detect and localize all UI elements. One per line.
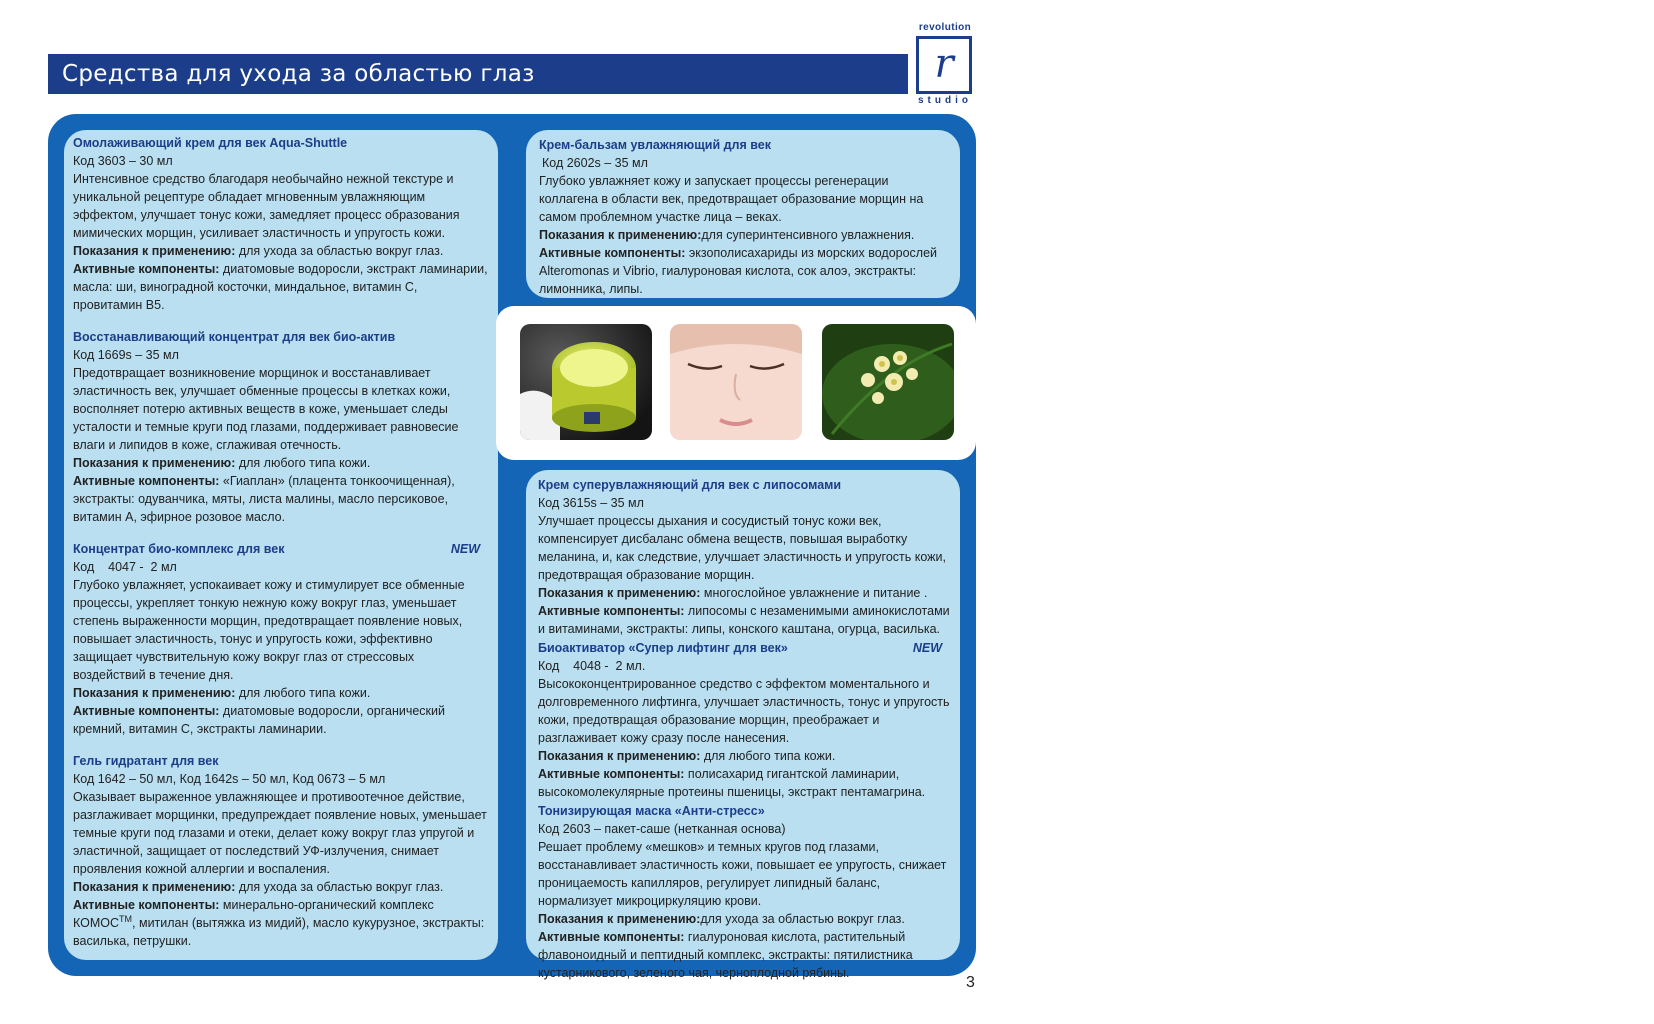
product-block xyxy=(73,328,488,526)
product-components xyxy=(73,472,488,526)
product-indications xyxy=(538,584,950,602)
indications-label: Показания к применению: xyxy=(73,686,236,700)
product-block xyxy=(539,136,950,298)
product-code: Код 1642 – 50 мл, Код 1642s – 50 мл, Код 0673 – 5 мл xyxy=(73,772,386,786)
product-code: Код 4047 - 2 мл xyxy=(73,560,177,574)
indications-label: Показания к применению: xyxy=(539,228,702,242)
linden-flower-photo xyxy=(822,324,954,440)
new-badge: NEW xyxy=(450,542,480,556)
components-text: липосомы с незаменимыми аминокислотами и витаминами, экстракты: липы, конского каштана, огурца, василька. xyxy=(538,604,950,636)
product-description: Предотвращает возникновение морщинок и восстанавливает эластичность век, улучшает обменные процессы в клетках кожи, восполняет потерю активных веществ в коже, уменьшает следы усталости и темные круги под глазами, поддерживает равновесие влаги и липидов в коже, сглаживая отечность. xyxy=(73,366,459,452)
logo-box xyxy=(916,36,972,94)
components-label: Активные компоненты: xyxy=(538,930,685,944)
woman-face-photo xyxy=(670,324,802,440)
logo-letter: r xyxy=(934,41,954,87)
product-indications xyxy=(73,454,488,472)
photo-strip xyxy=(496,306,976,460)
components-text: гиалуроновая кислота, растительный флавоноидный и пептидный комплекс, экстракты: пятилистника кустарникового, зеленого чая, черноплодной рябины. xyxy=(538,930,913,980)
product-block xyxy=(538,802,950,982)
product-block xyxy=(73,134,488,314)
components-label: Активные компоненты: xyxy=(73,474,220,488)
product-indications xyxy=(538,747,950,765)
product-components xyxy=(538,765,950,801)
product-code: Код 2603 – пакет-саше (нетканная основа) xyxy=(538,822,786,836)
product-title xyxy=(538,639,950,657)
indications-label: Показания к применению: xyxy=(538,912,701,926)
product-title-text: Биоактиватор «Супер лифтинг для век» xyxy=(538,641,788,655)
product-components xyxy=(73,260,488,314)
product-components xyxy=(538,928,950,982)
product-title-text: Концентрат био-комплекс для век xyxy=(73,542,285,556)
new-badge: NEW xyxy=(912,641,942,655)
product-description: Решает проблему «мешков» и темных кругов под глазами, восстанавливает эластичность кожи, повышает ее упругость, снижает проницаемость капилляров, регулирует липидный баланс, нормализует микроциркуляцию крови. xyxy=(538,840,947,908)
product-description: Интенсивное средство благодаря необычайно нежной текстуре и уникальной рецептуре обладает мгновенным увлажняющим эффектом, улучшает тонус кожи, замедляет процесс образования мимических морщин, усиливает эластичность и упругость кожи. xyxy=(73,172,460,240)
product-code: Код 4048 - 2 мл. xyxy=(538,659,646,673)
components-text: «Гиаплан» (плацента тонкоочищенная), экстракты: одуванчика, мяты, листа малины, масло персиковое, витамин А, эфирное розовое масло. xyxy=(73,474,455,524)
indications-text: для любого типа кожи. xyxy=(703,749,836,763)
components-label: Активные компоненты: xyxy=(538,767,685,781)
indications-text: для ухода за областью вокруг глаз. xyxy=(238,880,444,894)
cream-jar-photo xyxy=(520,324,652,440)
indications-text: для ухода за областью вокруг глаз. xyxy=(238,244,444,258)
components-label: Активные компоненты: xyxy=(73,262,220,276)
product-code: Код 1669s – 35 мл xyxy=(73,348,179,362)
page-number: 3 xyxy=(966,974,975,991)
indications-label: Показания к применению: xyxy=(73,244,236,258)
indications-label: Показания к применению: xyxy=(73,456,236,470)
product-title: Гель гидратант для век xyxy=(73,754,219,768)
indications-text: для любого типа кожи. xyxy=(238,456,371,470)
product-block xyxy=(73,752,488,950)
product-block xyxy=(73,540,488,738)
product-indications xyxy=(538,910,950,928)
page-title: Средства для ухода за областью глаз xyxy=(62,61,535,87)
product-components xyxy=(538,602,950,638)
logo-top-text: revolution xyxy=(918,22,972,33)
linden-flower-image xyxy=(822,324,954,440)
brand-logo xyxy=(912,22,978,106)
product-description: Глубоко увлажняет кожу и запускает процессы регенерации коллагена в области век, предотвращает образование морщин на самом проблемном участке лица – веках. xyxy=(539,174,924,224)
components-label: Активные компоненты: xyxy=(538,604,685,618)
left-panel xyxy=(64,130,498,960)
indications-text: для ухода за областью вокруг глаз. xyxy=(700,912,905,926)
indications-label: Показания к применению: xyxy=(538,749,701,763)
product-components xyxy=(539,244,950,298)
product-components xyxy=(73,702,488,738)
header-bar xyxy=(48,54,908,94)
product-description: Улучшает процессы дыхания и сосудистый тонус кожи век, компенсирует дисбаланс обмена веществ, повышая выработку меланина, и, как следствие, улучшает эластичность и упругость кожи, предотвращая образование морщин. xyxy=(538,514,946,582)
components-label: Активные компоненты: xyxy=(539,246,686,260)
product-indications xyxy=(73,684,488,702)
indications-text: многослойное увлажнение и питание . xyxy=(703,586,928,600)
logo-bottom-text: studio xyxy=(918,95,972,106)
product-description: Глубоко увлажняет, успокаивает кожу и стимулирует все обменные процессы, укрепляет тонкую нежную кожу вокруг глаз, уменьшает степень выраженности морщин, предотвращает появление новых, повышает эластичность, тонус и упругость кожи, эффективно защищает чувствительную кожу вокруг глаз от стрессовых воздействий в течение дня. xyxy=(73,578,465,682)
product-title xyxy=(73,540,488,558)
product-description: Высококонцентрированное средство с эффектом моментального и долговременного лифтинга, улучшает эластичность, тонус и упругость кожи, предотвращая образование морщин, преображает и разглаживает кожу сразу после нанесения. xyxy=(538,677,950,745)
components-text: диатомовые водоросли, экстракт ламинарии, масла: ши, виноградной косточки, миндальное, витамин С, провитамин В5. xyxy=(73,262,488,312)
components-label: Активные компоненты: xyxy=(73,898,220,912)
product-components xyxy=(73,896,488,950)
indications-text: для любого типа кожи. xyxy=(238,686,371,700)
right-top-panel xyxy=(526,130,960,298)
components-text: , митилан (вытяжка из мидий), масло кукурузное, экстракты: василька, петрушки. xyxy=(73,916,485,948)
indications-label: Показания к применению: xyxy=(73,880,236,894)
cream-jar-image xyxy=(520,324,652,440)
product-block xyxy=(538,639,950,801)
product-code: Код 3615s – 35 мл xyxy=(538,496,644,510)
product-title: Крем-бальзам увлажняющий для век xyxy=(539,138,771,152)
components-text: полисахарид гигантской ламинарии, высокомолекулярные протеины пшеницы, экстракт пентамагрина. xyxy=(538,767,926,799)
components-label: Активные компоненты: xyxy=(73,704,220,718)
product-description: Оказывает выраженное увлажняющее и противоотечное действие, разглаживает морщинки, предупреждает появление новых, уменьшает темные круги под глазами и отеки, делает кожу вокруг глаз упругой и эластичной, защищает от последствий УФ-излучения, снимает проявления кожной аллергии и воспаления. xyxy=(73,790,487,876)
product-title: Тонизирующая маска «Анти-стресс» xyxy=(538,804,765,818)
components-pre: минерально-органический комплекс КОМОС xyxy=(73,898,434,930)
product-title: Крем суперувлажняющий для век с липосомами xyxy=(538,478,842,492)
product-title: Восстанавливающий концентрат для век био-актив xyxy=(73,330,396,344)
product-code: Код 2602s – 35 мл xyxy=(542,156,648,170)
indications-label: Показания к применению: xyxy=(538,586,701,600)
trademark-mark: TM xyxy=(119,913,133,924)
woman-face-image xyxy=(670,324,802,440)
components-text: экзополисахариды из морских водорослей Alteromonas и Vibrio, гиалуроновая кислота, сок алоэ, экстракты: лимонника, липы. xyxy=(539,246,938,296)
components-text: диатомовые водоросли, органический кремний, витамин С, экстракты ламинарии. xyxy=(73,704,445,736)
product-block xyxy=(538,476,950,638)
product-indications xyxy=(539,226,950,244)
product-code: Код 3603 – 30 мл xyxy=(73,154,173,168)
product-indications xyxy=(73,242,488,260)
product-title: Омолаживающий крем для век Aqua-Shuttle xyxy=(73,136,348,150)
product-indications xyxy=(73,878,488,896)
right-bottom-panel xyxy=(526,470,960,980)
indications-text: для суперинтенсивного увлажнения. xyxy=(701,228,915,242)
